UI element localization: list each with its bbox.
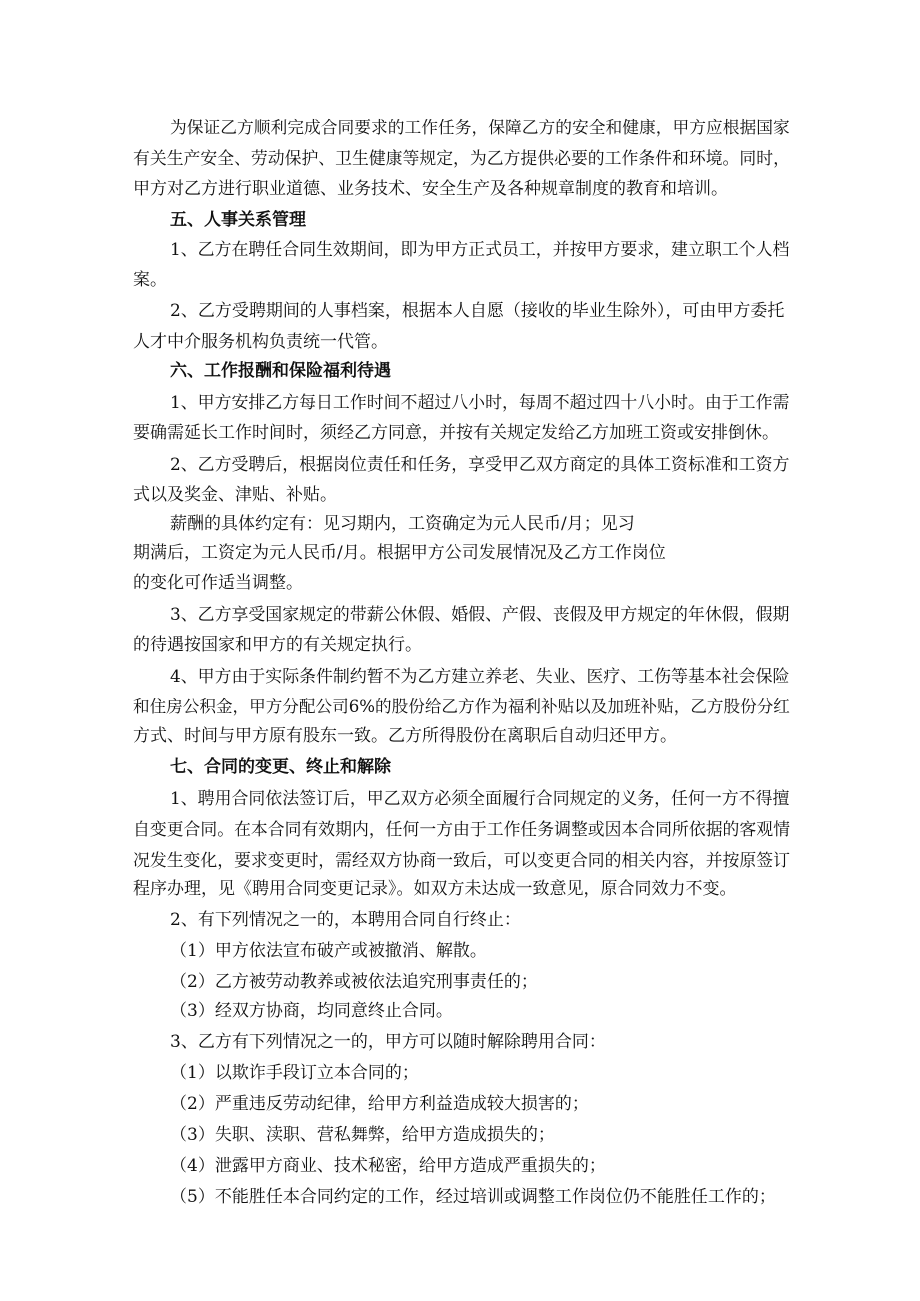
paragraph-line: 1、甲方安排乙方每日工作时间不超过八小时，每周不超过四十八小时。由于工作需 xyxy=(170,392,790,412)
list-item: （1）甲方依法宣布破产或被撤消、解散。 xyxy=(170,941,487,961)
paragraph-line: 期满后，工资定为元人民币/月。根据甲方公司发展情况及乙方工作岗位 xyxy=(133,543,666,563)
paragraph-line: 方式、时间与甲方原有股东一致。乙方所得股份在离职后自动归还甲方。 xyxy=(133,726,677,746)
paragraph-line: 程序办理，见《聘用合同变更记录》。如双方未达成一致意见，原合同效力不变。 xyxy=(133,879,737,899)
paragraph-line: 人才中介服务机构负责统一代管。 xyxy=(133,332,388,352)
paragraph-line: 甲方对乙方进行职业道德、业务技术、安全生产及各种规章制度的教育和培训。 xyxy=(133,179,728,199)
paragraph-line: 1、聘用合同依法签订后，甲乙双方必须全面履行合同规定的义务，任何一方不得擅 xyxy=(170,788,790,808)
section-heading: 六、工作报酬和保险福利待遇 xyxy=(170,361,391,381)
list-item: （5）不能胜任本合同约定的工作，经过培训或调整工作岗位仍不能胜任工作的； xyxy=(170,1187,776,1207)
paragraph-line: 式以及奖金、津贴、补贴。 xyxy=(133,485,337,505)
paragraph-line: 1、乙方在聘任合同生效期间，即为甲方正式员工，并按甲方要求，建立职工个人档 xyxy=(170,239,790,259)
paragraph-line: 自变更合同。在本合同有效期内，任何一方由于工作任务调整或因本合同所依据的客观情 xyxy=(133,819,790,839)
list-item: （2）严重违反劳动纪律，给甲方利益造成较大损害的； xyxy=(170,1094,589,1114)
section-heading: 五、人事关系管理 xyxy=(170,210,306,230)
paragraph-line: 为保证乙方顺利完成合同要求的工作任务，保障乙方的安全和健康，甲方应根据国家 xyxy=(170,117,790,137)
list-item: （2）乙方被劳动教养或被依法追究刑事责任的； xyxy=(170,972,538,992)
list-item: （4）泄露甲方商业、技术秘密，给甲方造成严重损失的； xyxy=(170,1156,606,1176)
list-item: （3）失职、渎职、营私舞弊，给甲方造成损失的； xyxy=(170,1125,555,1145)
paragraph-line: 要确需延长工作时间时，须经乙方同意，并按有关规定发给乙方加班工资或安排倒休。 xyxy=(133,423,779,443)
paragraph-line: 的待遇按国家和甲方的有关规定执行。 xyxy=(133,635,422,655)
paragraph-line: 况发生变化，要求变更时，需经双方协商一致后，可以变更合同的相关内容，并按原签订 xyxy=(133,850,790,870)
paragraph-line: 案。 xyxy=(133,270,167,290)
list-item: （1）以欺诈手段订立本合同的； xyxy=(170,1063,419,1083)
paragraph-line: 和住房公积金，甲方分配公司6%的股份给乙方作为福利补贴以及加班补贴，乙方股份分红 xyxy=(133,697,790,716)
paragraph-line: 2、乙方受聘后，根据岗位责任和任务，享受甲乙双方商定的具体工资标准和工资方 xyxy=(170,454,790,474)
paragraph-line: 2、乙方受聘期间的人事档案，根据本人自愿（接收的毕业生除外），可由甲方委托 xyxy=(170,301,785,321)
paragraph-line: 4、甲方由于实际条件制约暂不为乙方建立养老、失业、医疗、工伤等基本社会保险 xyxy=(170,666,790,686)
paragraph-line: 薪酬的具体约定有：见习期内，工资确定为元人民币/月；见习 xyxy=(170,514,635,534)
paragraph-line: 3、乙方有下列情况之一的，甲方可以随时解除聘用合同： xyxy=(170,1032,606,1052)
paragraph-line: 的变化可作适当调整。 xyxy=(133,573,303,593)
paragraph-line: 2、有下列情况之一的，本聘用合同自行终止： xyxy=(170,910,521,930)
paragraph-line: 3、乙方享受国家规定的带薪公休假、婚假、产假、丧假及甲方规定的年休假，假期 xyxy=(170,604,790,624)
paragraph-line: 有关生产安全、劳动保护、卫生健康等规定，为乙方提供必要的工作条件和环境。同时， xyxy=(133,148,790,168)
list-item: （3）经双方协商，均同意终止合同。 xyxy=(170,1001,453,1021)
section-heading: 七、合同的变更、终止和解除 xyxy=(170,757,391,777)
